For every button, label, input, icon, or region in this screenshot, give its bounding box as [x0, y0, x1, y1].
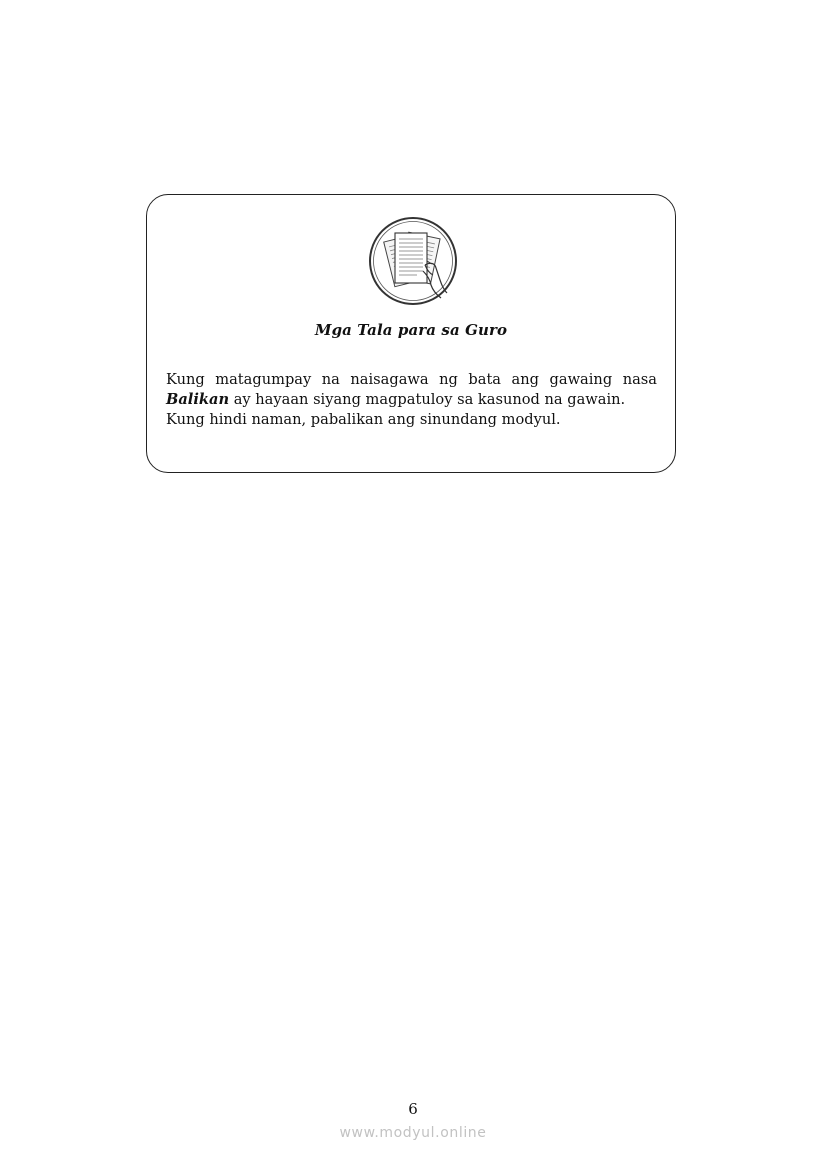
balikan-bold-term: Balikan: [166, 391, 230, 408]
watermark: www.modyul.online: [339, 1125, 487, 1141]
teacher-notes-box: [146, 194, 676, 473]
note-title: Mga Tala para sa Guro: [314, 321, 508, 339]
note-body-line-1: Kung matagumpay na naisagawa ng bata ang gawaing nasa: [166, 371, 657, 388]
note-body-line-3: Kung hindi naman, pabalikan ang sinundang modyul.: [166, 411, 561, 428]
note-body-line-2: ay hayaan siyang magpatuloy sa kasunod na gawain.: [229, 391, 626, 408]
papers-in-hand-icon: [367, 215, 459, 307]
page-number: 6: [408, 1100, 418, 1118]
note-body: [166, 370, 657, 430]
